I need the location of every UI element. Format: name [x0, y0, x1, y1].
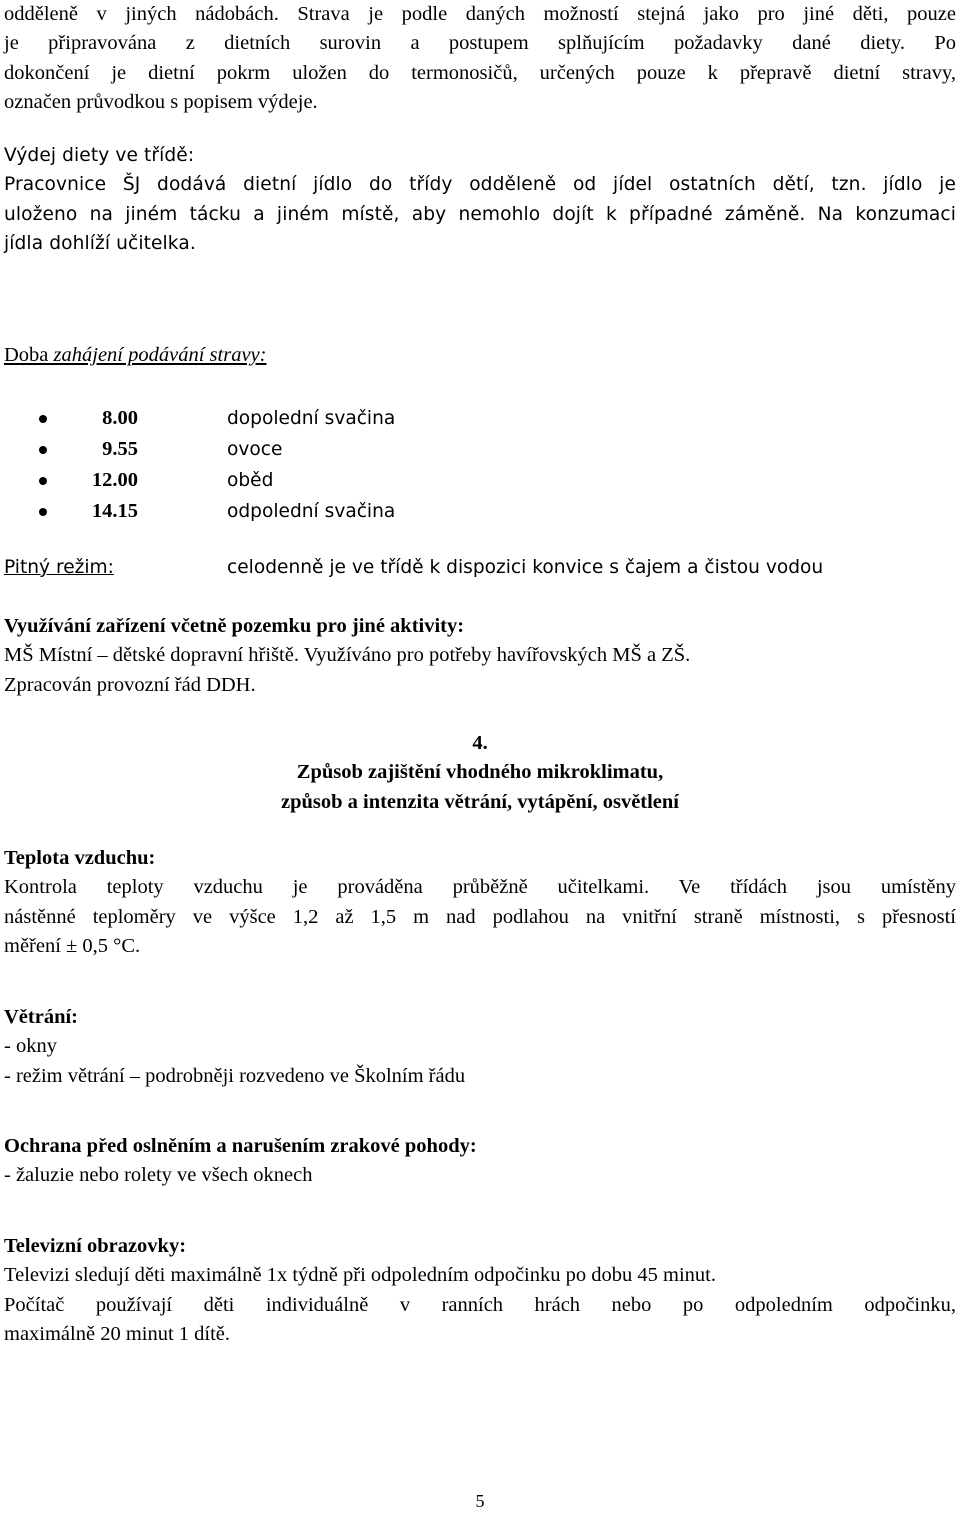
schedule-item: [4, 434, 956, 465]
diet-service-heading: Výdej diety ve třídě:: [4, 145, 195, 166]
intro-line: odděleně v jiných nádobách. Strava je podle daných možností stejná jako pro jiné děti, pouze: [4, 3, 956, 25]
schedule-item: [4, 403, 956, 434]
temperature-line: měření ± 0,5 °C.: [4, 934, 141, 957]
diet-service-line: uloženo na jiném tácku a jiném místě, aby nemohlo dojít k případné záměně. Na konzumaci: [4, 203, 956, 225]
drinking-regime-text: celodenně je ve třídě k dispozici konvice s čajem a čistou vodou: [227, 557, 824, 578]
facility-use-heading: Využívání zařízení včetně pozemku pro jiné aktivity:: [4, 615, 465, 637]
drinking-regime-section: [4, 553, 956, 583]
schedule-time: 9.55: [102, 438, 138, 460]
meal-schedule-heading-prefix: Doba: [4, 344, 54, 366]
glare-protection-section: [4, 1132, 956, 1191]
bullet-icon: [39, 415, 47, 423]
intro-paragraph: [4, 0, 956, 117]
glare-protection-line: - žaluzie nebo rolety ve všech oknech: [4, 1164, 313, 1187]
schedule-meal: odpolední svačina: [227, 501, 396, 522]
schedule-item: [4, 496, 956, 527]
intro-line: označen průvodkou s popisem výdeje.: [4, 90, 318, 113]
meal-schedule-heading-italic: zahájení podávání stravy:: [53, 344, 267, 366]
page-number: 5: [475, 1491, 485, 1511]
schedule-time: 8.00: [102, 407, 138, 429]
schedule-meal: oběd: [227, 470, 274, 491]
facility-use-section: [4, 612, 956, 700]
facility-use-line: Zpracován provozní řád DDH.: [4, 673, 256, 696]
ventilation-heading: Větrání:: [4, 1006, 79, 1028]
tv-screens-line: maximálně 20 minut 1 dítě.: [4, 1322, 231, 1345]
section-number: 4.: [472, 732, 488, 754]
schedule-item: [4, 465, 956, 496]
facility-use-line: MŠ Místní – dětské dopravní hřiště. Využíváno pro potřeby havířovských MŠ a ZŠ.: [4, 644, 691, 667]
ventilation-section: [4, 1003, 956, 1091]
diet-service-section: [4, 141, 956, 258]
schedule-time: 14.15: [91, 500, 138, 522]
tv-screens-line: Počítač používají děti individuálně v ranních hrách nebo po odpoledním odpočinku,: [4, 1293, 956, 1316]
tv-screens-line: Televizi sledují děti maximálně 1x týdně při odpoledním odpočinku po dobu 45 minut.: [4, 1264, 716, 1287]
temperature-heading: Teplota vzduchu:: [4, 847, 156, 869]
drinking-regime-label: Pitný režim:: [4, 557, 114, 578]
section-4-header: [4, 729, 956, 817]
intro-line: je připravována z dietních surovin a postupem splňujícím požadavky dané diety. Po: [4, 32, 956, 55]
tv-screens-heading: Televizní obrazovky:: [4, 1235, 187, 1257]
schedule-time: 12.00: [91, 469, 138, 491]
temperature-line: nástěnné teploměry ve výšce 1,2 až 1,5 m nad podlahou na vnitřní straně místnosti, s přesností: [4, 905, 956, 928]
schedule-meal: dopolední svačina: [227, 408, 396, 429]
section-title-line: způsob a intenzita větrání, vytápění, osvětlení: [280, 790, 680, 813]
temperature-line: Kontrola teploty vzduchu je prováděna průběžně učitelkami. Ve třídách jsou umístěny: [4, 876, 956, 899]
ventilation-line: - režim větrání – podrobněji rozvedeno ve Školním řádu: [4, 1064, 466, 1087]
diet-service-line: Pracovnice ŠJ dodává dietní jídlo do třídy odděleně od jídel ostatních dětí, tzn. jídlo je: [4, 174, 956, 196]
bullet-icon: [39, 508, 47, 516]
section-title-line: Způsob zajištění vhodného mikroklimatu,: [296, 761, 664, 784]
schedule-meal: ovoce: [227, 439, 283, 460]
ventilation-line: - okny: [4, 1035, 57, 1058]
meal-schedule-heading: [4, 341, 956, 370]
bullet-icon: [39, 446, 47, 454]
temperature-section: [4, 844, 956, 961]
tv-screens-section: [4, 1232, 956, 1349]
meal-schedule-list: [4, 403, 956, 527]
intro-line: dokončení je dietní pokrm uložen do termonosičů, určených pouze k přepravě dietní stravy,: [4, 61, 956, 84]
diet-service-line: jídla dohlíží učitelka.: [4, 232, 196, 254]
glare-protection-heading: Ochrana před oslněním a narušením zrakové pohody:: [4, 1135, 477, 1157]
bullet-icon: [39, 477, 47, 485]
